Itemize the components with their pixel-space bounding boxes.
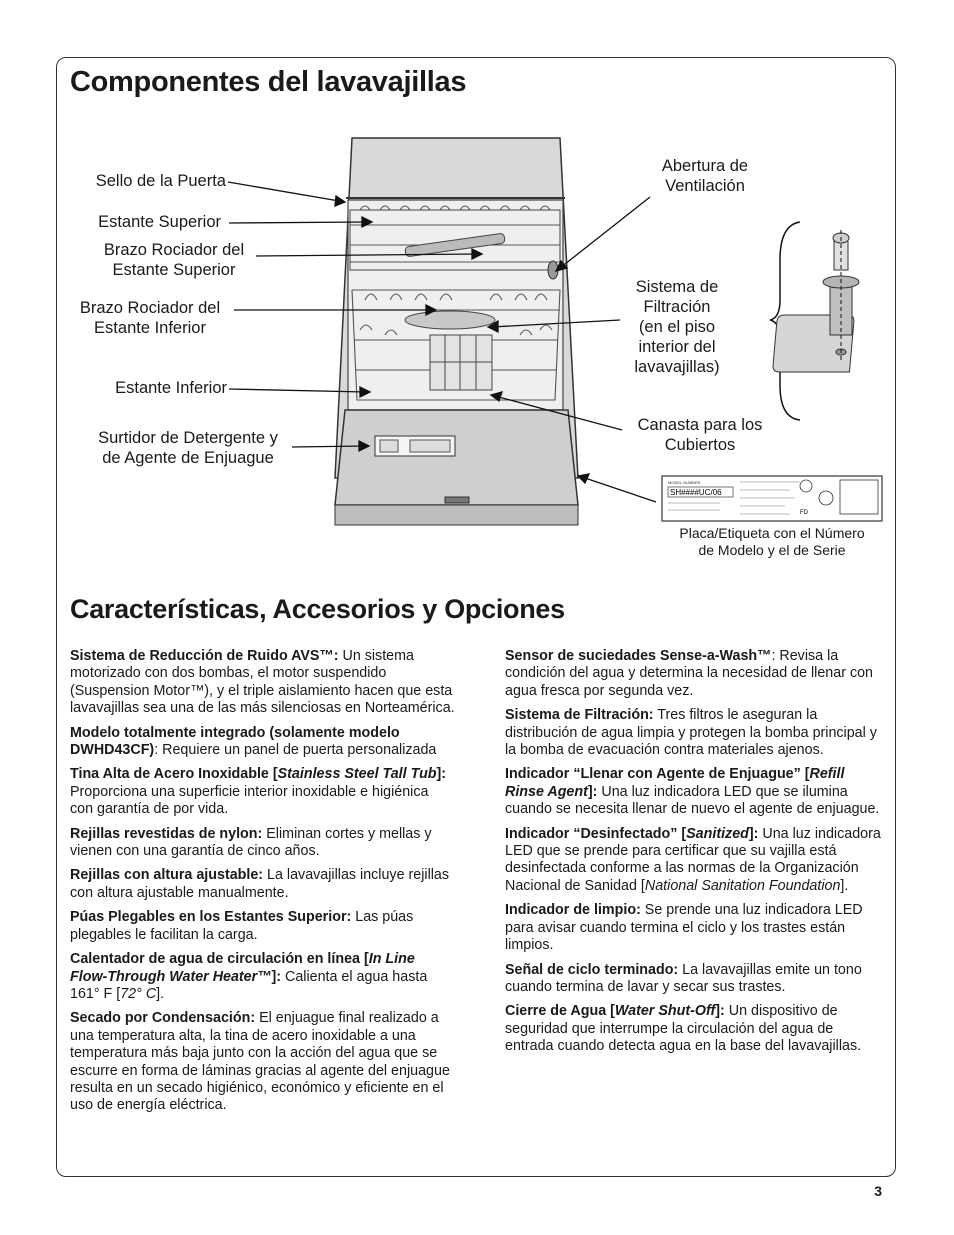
feature-heading: Rejillas revestidas de nylon: — [70, 825, 263, 842]
feature-heading: Rejillas con altura ajustable: — [70, 867, 264, 884]
cutlery-basket — [430, 335, 492, 390]
door-edge — [335, 505, 578, 525]
feature-paragraph: Cierre de Agua [Water Shut-Off]: Un dispositivo de seguridad que interrumpe la circulación del agua de entrada cuando detecta agua en la base del lavavajillas. — [505, 1003, 862, 1055]
label-lower-rack: Estante Inferior — [115, 379, 227, 397]
feature-heading: Secado por Condensación: — [70, 1010, 256, 1027]
label-upper-spray-arm: Brazo Rociador del Estante Superior — [103, 241, 245, 279]
label-rating-plate: Placa/Etiqueta con el Número de Modelo y el de Serie — [679, 525, 865, 558]
features-title: Características, Accesorios y Opciones — [70, 594, 565, 624]
page-number: 3 — [874, 1183, 882, 1199]
components-title: Componentes del lavavajillas — [70, 66, 467, 98]
feature-heading: Sistema de Reducción de Ruido AVS™: — [70, 648, 339, 664]
svg-text:MODEL NUMBER: MODEL NUMBER — [668, 480, 701, 485]
feature-heading: Indicador “Llenar con Agente de Enjuague” [ — [505, 766, 810, 783]
lower-spray-arm — [405, 311, 495, 329]
label-door-seal: Sello de la Puerta — [95, 172, 226, 190]
feature-heading: Tina Alta de Acero Inoxidable [ — [70, 766, 278, 783]
feature-heading: Modelo totalmente integrado (solamente modelo DWHD43CF) — [70, 724, 400, 759]
feature-paragraph: Indicador “Llenar con Agente de Enjuague” [Refill Rinse Agent]: Una luz indicadora LED que se ilumina cuando se necesita llenar de nuevo el agente de enjuague. — [505, 766, 880, 818]
feature-heading: Sensor de suciedades Sense-a-Wash™ — [505, 648, 772, 664]
feature-heading: Cierre de Agua [ — [505, 1003, 615, 1020]
feature-paragraph: Calentador de agua de circulación en línea [In Line Flow-Through Water Heater™]: Calienta el agua hasta 161° F [72° C]. — [70, 951, 428, 1002]
feature-paragraph: Secado por Condensación: El enjuague final realizado a una temperatura alta, la tina de acero inoxidable a una temperatura más baja junto con la acción del agua que se escurre en forma de láminas gracias al agente del enjuague resulta en un secado higiénico, económico y eficiente en el uso de energía eléctrica. — [70, 1010, 450, 1114]
label-cutlery-basket: Canasta para los Cubiertos — [637, 416, 763, 454]
feature-paragraph: Señal de ciclo terminado: La lavavajillas emite un tono cuando termina de lavar y secar sus trastes. — [505, 961, 862, 995]
rating-plate — [662, 476, 882, 521]
feature-paragraph: Tina Alta de Acero Inoxidable [Stainless Steel Tall Tub]: Proporciona una superficie interior inoxidable e higiénica con garantía de por vida. — [70, 766, 447, 818]
feature-heading: Sistema de Filtración: — [505, 707, 654, 724]
feature-paragraph: Indicador de limpio: Se prende una luz indicadora LED para avisar cuando termina el ciclo y los trastes están limpios. — [505, 902, 863, 954]
feature-paragraph: Indicador “Desinfectado” [Sanitized]: Una luz indicadora LED que se prende para certificar que su vajilla está desinfectada conforme a las normas de la Organización Nacional de Sanidad [National Sanitation Foundation]. — [505, 825, 881, 894]
door-handle — [445, 497, 469, 503]
label-dispenser: Surtidor de Detergente y de Agente de Enjuague — [98, 429, 278, 467]
feature-paragraph: Sistema de Reducción de Ruido AVS™: Un sistema motorizado con dos bombas, el motor suspendido (Suspension Motor™), y el triple aislamiento hacen que esta lavavajillas sea una de las más silenciosas en Norteamérica. — [70, 648, 455, 717]
label-vent: Abertura de Ventilación — [661, 157, 749, 195]
label-upper-rack: Estante Superior — [98, 213, 221, 231]
label-filter-system: Sistema de Filtración (en el piso interior del lavavajillas) — [634, 278, 720, 376]
feature-paragraph: Sistema de Filtración: Tres filtros le aseguran la distribución de agua limpia y protegen la bomba principal y la bomba de evacuación contra materiales ajenos. — [505, 707, 877, 759]
feature-paragraph: Rejillas revestidas de nylon: Eliminan cortes y mellas y vienen con una garantía de cinco años. — [70, 825, 432, 860]
features-right-column — [505, 648, 885, 1063]
feature-paragraph: Sensor de suciedades Sense-a-Wash™: Revisa la condición del agua y determina la necesidad de llenar con agua fresca por segunda vez. — [505, 648, 873, 699]
rating-plate-serial: SH####UC/06 — [670, 488, 722, 497]
filter-illustration — [772, 230, 859, 372]
feature-heading: Señal de ciclo terminado: — [505, 961, 679, 978]
feature-heading: Calentador de agua de circulación en línea [ — [70, 951, 369, 968]
feature-paragraph: Modelo totalmente integrado (solamente modelo DWHD43CF): Requiere un panel de puerta personalizada — [70, 724, 437, 759]
feature-heading: Púas Plegables en los Estantes Superior: — [70, 909, 352, 926]
feature-heading: Indicador de limpio: — [505, 902, 641, 919]
feature-heading: Indicador “Desinfectado” [ — [505, 825, 687, 842]
features-left-column — [70, 648, 455, 1122]
feature-paragraph: Rejillas con altura ajustable: La lavavajillas incluye rejillas con altura ajustable manualmente. — [70, 867, 450, 901]
svg-text:FD: FD — [800, 510, 808, 516]
dishwasher-door — [335, 410, 578, 505]
label-lower-spray-arm: Brazo Rociador del Estante Inferior — [79, 299, 221, 337]
feature-paragraph: Púas Plegables en los Estantes Superior: Las púas plegables le facilitan la carga. — [70, 909, 414, 943]
